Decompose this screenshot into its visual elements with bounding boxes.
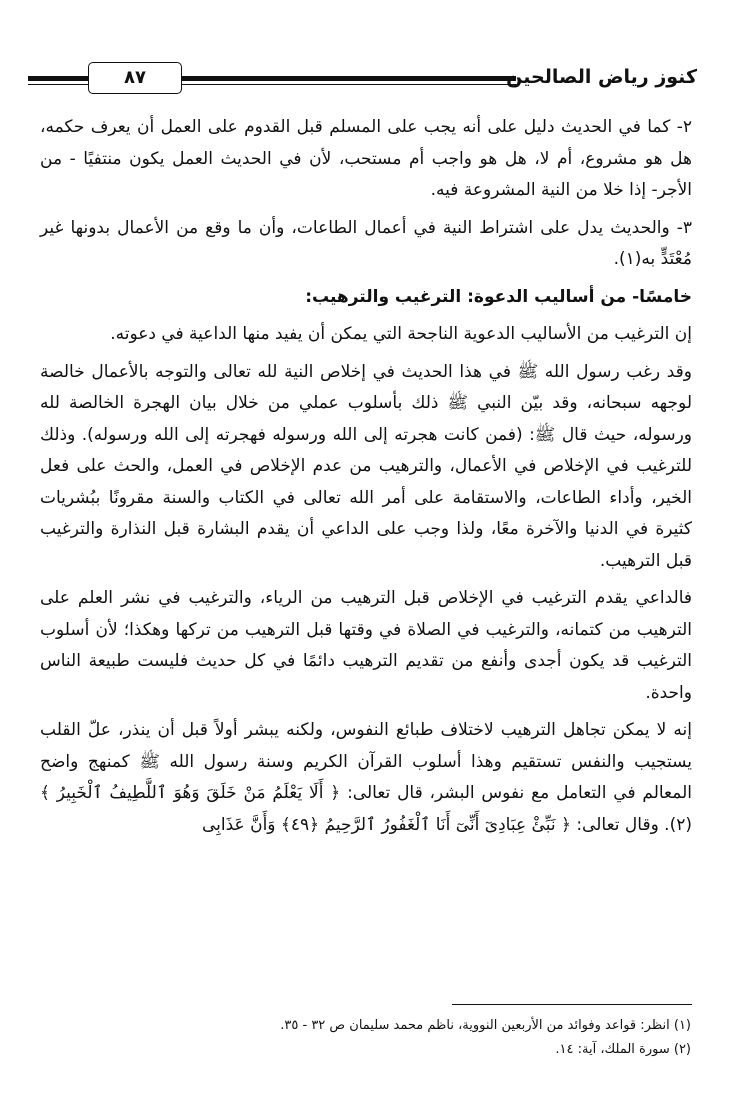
body-text	[40, 112, 692, 847]
paragraph: فالداعي يقدم الترغيب في الإخلاص قبل الترهيب من الرياء، والترغيب في نشر العلم على الترهيب من كتمانه، والترغيب في الصلاة في وقتها قبل الترهيب من تركها وهكذا؛ لأن أسلوب الترغيب قد يكون أجدى وأنفع من تقديم الترهيب دائمًا في كل حديث فليست طبيعة الناس واحدة.	[40, 588, 692, 703]
page-number: ٨٧	[88, 62, 182, 94]
paragraph-point-3: ٣- والحديث يدل على اشتراط النية في أعمال الطاعات، وأن ما وقع من الأعمال بدونها غير مُعْتَدٍّ به(١).	[40, 217, 692, 269]
page-header	[28, 62, 697, 98]
paragraph: إنه لا يمكن تجاهل الترهيب لاختلاف طبائع النفوس، ولكنه يبشر أولاً قبل أن ينذر، علّ القلب يستجيب والنفس تستقيم وهذا أسلوب القرآن الكريم وسنة رسول الله ﷺ كمنهج واضح المعالم في التعامل مع نفوس البشر، قال تعالى: ﴿ أَلَا يَعْلَمُ مَنْ خَلَقَ وَهُوَ ٱللَّطِيفُ ٱلْخَبِيرُ ﴾(٢). وقال تعالى: ﴿ نَبِّئْ عِبَادِىٓ أَنِّىٓ أَنَا ٱلْغَفُورُ ٱلرَّحِيمُ ﴿٤٩﴾ وَأَنَّ عَذَابِى	[40, 720, 692, 835]
footnote-2: (٢) سورة الملك، آية: ١٤.	[555, 1042, 691, 1057]
footnotes	[39, 1014, 691, 1062]
paragraph-point-2: ٢- كما في الحديث دليل على أنه يجب على المسلم قبل القدوم على العمل أن يعرف حكمه، هل هو مشروع، أم لا، هل هو واجب أم مستحب، لأن في الحديث العمل يكون منتفيًا - من الأجر- إذا خلا من النية المشروعة فيه.	[40, 117, 692, 200]
footnote-divider	[452, 1004, 692, 1005]
footnote-1: (١) انظر: قواعد وفوائد من الأربعين النووية، ناظم محمد سليمان ص ٣٢ - ٣٥.	[280, 1018, 691, 1033]
paragraph: إن الترغيب من الأساليب الدعوية الناجحة التي يمكن أن يفيد منها الداعية في دعوته.	[110, 324, 692, 344]
book-title: كنوز رياض الصالحين	[506, 66, 697, 88]
paragraph: وقد رغب رسول الله ﷺ في هذا الحديث في إخلاص النية لله تعالى والتوجه بالأعمال خالصة لوجهه سبحانه، وقد بيّن النبي ﷺ ذلك بأسلوب عملي من خلال بيان الهجرة الخالصة لله ورسوله، حيث قال ﷺ: (فمن كانت هجرته إلى الله ورسوله فهجرته إلى الله ورسوله). وذلك للترغيب في الإخلاص في الأعمال، والترهيب من عدم الإخلاص في العمل، والحث على فعل الخير، وأداء الطاعات، والاستقامة على أمر الله تعالى في الكتاب والسنة مقرونًا ببُشريات كثيرة في الدنيا والآخرة معًا، ولذا وجب على الداعي أن يقدم البشارة قبل النذارة والترغيب قبل الترهيب.	[40, 361, 692, 571]
section-heading: خامسًا- من أساليب الدعوة: الترغيب والترهيب:	[305, 286, 692, 307]
